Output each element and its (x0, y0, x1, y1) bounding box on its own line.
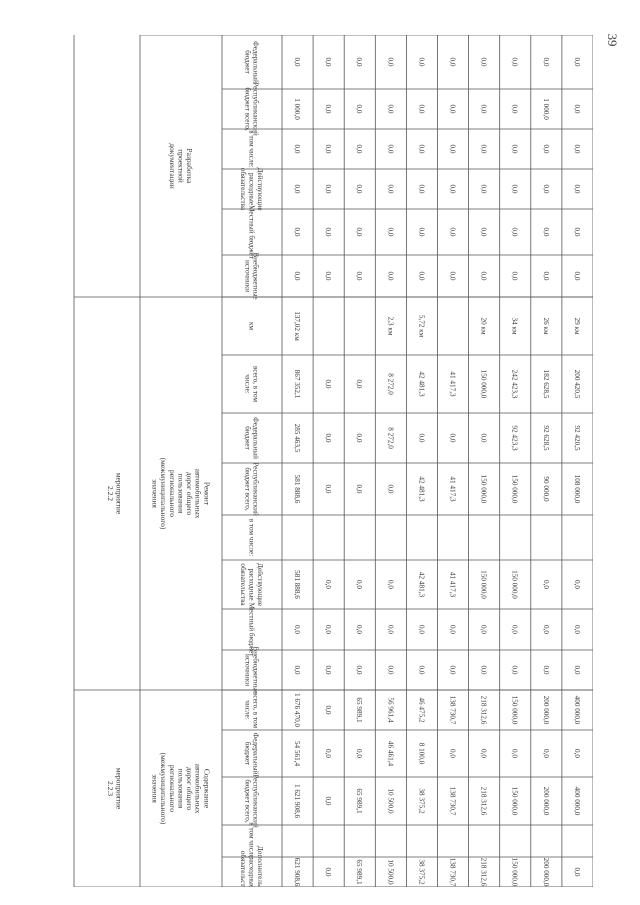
value-cell: 0,0 (293, 227, 302, 237)
value-cell: 0,0 (448, 227, 457, 237)
value-cell: 150 000,0 (510, 695, 519, 725)
value-cell: 0,0 (541, 57, 550, 67)
value-cell: 8 272,0 (386, 373, 395, 395)
value-cell: 1 000,0 (541, 98, 550, 120)
value-cell: 0,0 (355, 379, 364, 389)
value-cell: 0,0 (510, 144, 519, 154)
value-cell: 0,0 (448, 57, 457, 67)
value-cell: 150 000,0 (510, 857, 519, 887)
activity-name: Ремонтавтомобильныхдорог общегопользованиярегионального(межмуниципального)значения (150, 457, 212, 530)
value-cell: 0,0 (355, 227, 364, 237)
value-cell: 8 100,0 (417, 742, 426, 765)
value-cell: 137,02 км (293, 311, 302, 341)
value-cell: 0,0 (324, 144, 333, 154)
value-cell: 0,0 (324, 227, 333, 237)
source-label: Действующиерасходныеобязательства (239, 167, 264, 211)
value-cell: 34 км (510, 317, 519, 335)
value-cell: 150 000,0 (479, 474, 488, 504)
value-cell: 0,0 (510, 104, 519, 114)
value-cell: 218 312,6 (479, 695, 488, 725)
budget-table-grid (67, 35, 593, 887)
source-label: в том числе: (247, 518, 256, 557)
value-cell: 0,0 (417, 104, 426, 114)
value-cell: 41 417,3 (448, 571, 457, 598)
value-cell: 0,0 (324, 271, 333, 281)
value-cell: 0,0 (324, 867, 333, 877)
value-cell: 0,0 (448, 144, 457, 154)
value-cell: 0,0 (417, 57, 426, 67)
value-cell: 0,0 (541, 271, 550, 281)
value-cell: 0,0 (541, 227, 550, 237)
value-cell: 0,0 (541, 749, 550, 758)
value-cell: 38 375,2 (417, 859, 426, 885)
value-cell: 41 417,3 (448, 371, 457, 397)
value-cell: 0,0 (386, 184, 395, 194)
value-cell: 0,0 (355, 580, 364, 589)
value-cell: 90 000,0 (541, 476, 550, 502)
value-cell: 0,0 (448, 749, 457, 758)
value-cell: 0,0 (479, 749, 488, 758)
value-cell: 0,0 (293, 184, 302, 194)
rotated-table-sheet (67, 35, 593, 887)
value-cell: 42 481,3 (417, 571, 426, 598)
value-cell: 0,0 (355, 484, 364, 494)
value-cell: 0,0 (293, 57, 302, 67)
value-cell: 200 000,0 (541, 857, 550, 887)
value-cell: 46 461,4 (386, 740, 395, 767)
source-label: Федеральныйбюджет (243, 417, 260, 459)
value-cell: 42 481,3 (417, 371, 426, 397)
value-cell: 0,0 (541, 625, 550, 634)
value-cell: 0,0 (324, 57, 333, 67)
source-label: Внебюджетныеисточники (243, 646, 260, 694)
value-cell: 54 561,4 (293, 740, 302, 767)
value-cell: 150 000,0 (510, 474, 519, 504)
value-cell: 0,0 (510, 57, 519, 67)
value-cell: 0,0 (448, 625, 457, 634)
page-number: 39 (605, 33, 620, 47)
value-cell: 0,0 (572, 144, 581, 154)
value-cell: 285 463,5 (293, 423, 302, 453)
value-cell: 0,0 (510, 625, 519, 634)
value-cell: 65 989,1 (355, 788, 364, 814)
value-cell: 29 км (572, 317, 581, 335)
source-label: Дополнительныерасходныеобязательства (239, 845, 264, 887)
value-cell: 0,0 (324, 796, 333, 806)
value-cell: 0,0 (386, 144, 395, 154)
value-cell: 0,0 (541, 580, 550, 589)
value-cell: 0,0 (448, 665, 457, 675)
value-cell: 65 989,1 (355, 859, 364, 885)
value-cell: 0,0 (510, 227, 519, 237)
value-cell: 0,0 (355, 104, 364, 114)
value-cell: 0,0 (479, 625, 488, 634)
value-cell: 0,0 (293, 271, 302, 281)
activity-name: Разработкапроектнойдокументации (167, 143, 194, 189)
source-label: в том числе: (247, 130, 256, 168)
value-cell: 65 989,1 (355, 697, 364, 723)
value-cell: 0,0 (572, 580, 581, 589)
value-cell: 0,0 (324, 433, 333, 443)
value-cell: 1 621 908,6 (293, 783, 302, 819)
value-cell: 218 312,6 (479, 857, 488, 887)
source-label: км (247, 321, 256, 331)
value-cell: 0,0 (510, 271, 519, 281)
value-cell: 41 417,3 (448, 476, 457, 502)
value-cell: 0,0 (479, 433, 488, 443)
value-cell: 0,0 (448, 433, 457, 443)
value-cell: 8 272,0 (386, 427, 395, 449)
source-label: Республиканскийбюджет всего, (243, 462, 260, 516)
value-cell: 0,0 (355, 749, 364, 758)
source-label: всего, в томчисле: (243, 365, 260, 403)
value-cell: 0,0 (417, 144, 426, 154)
source-label: Местный бюджет (247, 205, 256, 259)
value-cell: 0,0 (386, 580, 395, 589)
value-cell: 0,0 (417, 184, 426, 194)
value-cell: 38 375,2 (417, 788, 426, 814)
value-cell: 400 000,0 (572, 695, 581, 725)
value-cell: 0,0 (572, 57, 581, 67)
value-cell: 0,0 (324, 379, 333, 389)
value-cell: 92 423,3 (510, 425, 519, 451)
value-cell: 0,0 (293, 665, 302, 675)
source-label: Местный бюджет (247, 602, 256, 657)
value-cell: 0,0 (448, 184, 457, 194)
activity-name: Содержаниеавтомобильныхдорог общегопользованиярегионального(межмуниципального)значения (150, 752, 212, 825)
value-cell: 0,0 (479, 57, 488, 67)
value-cell: 46 475,2 (417, 697, 426, 723)
value-cell: 0,0 (324, 104, 333, 114)
value-cell: 0,0 (324, 484, 333, 494)
value-cell: 0,0 (355, 433, 364, 443)
value-cell: 200 000,0 (541, 695, 550, 725)
value-cell: 0,0 (448, 271, 457, 281)
source-label: Республиканскийбюджет всего, (243, 82, 260, 136)
value-cell: 0,0 (572, 104, 581, 114)
value-cell: 0,0 (417, 625, 426, 634)
value-cell: 200 420,5 (572, 369, 581, 399)
source-label: Действующиерасходныеобязательства (239, 562, 264, 607)
value-cell: 0,0 (510, 749, 519, 758)
row-label: мероприятие2.2.2 (106, 472, 124, 515)
value-cell: 0,0 (541, 144, 550, 154)
value-cell: 138 730,7 (448, 857, 457, 887)
source-label: всего, в томчисле: (243, 691, 260, 729)
value-cell: 0,0 (386, 271, 395, 281)
value-cell: 581 888,6 (293, 570, 302, 599)
value-cell: 400 000,0 (572, 786, 581, 816)
value-cell: 26 км (541, 317, 550, 335)
value-cell: 0,0 (355, 625, 364, 634)
value-cell: 0,0 (479, 144, 488, 154)
value-cell: 138 730,7 (448, 786, 457, 816)
value-cell: 0,0 (479, 104, 488, 114)
value-cell: 0,0 (479, 271, 488, 281)
value-cell: 0,0 (572, 749, 581, 758)
value-cell: 0,0 (293, 144, 302, 154)
value-cell: 0,0 (386, 227, 395, 237)
value-cell: 0,0 (541, 184, 550, 194)
value-cell: 10 500,0 (386, 788, 395, 814)
value-cell: 0,0 (448, 104, 457, 114)
value-cell: 2,3 км (386, 316, 395, 336)
source-label: в том числе: (247, 822, 256, 860)
value-cell: 0,0 (324, 580, 333, 589)
value-cell: 0,0 (355, 144, 364, 154)
value-cell: 0,0 (417, 227, 426, 237)
value-cell: 150 000,0 (510, 570, 519, 599)
value-cell: 20 км (479, 317, 488, 335)
value-cell: 10 500,0 (386, 859, 395, 885)
row-label: мероприятие2.2.3 (106, 767, 124, 810)
value-cell: 0,0 (417, 433, 426, 443)
value-cell: 242 423,3 (510, 369, 519, 399)
value-cell: 42 481,3 (417, 476, 426, 502)
value-cell: 56 961,4 (386, 697, 395, 723)
value-cell: 0,0 (541, 665, 550, 675)
source-label: Федеральныйбюджет (243, 732, 260, 775)
value-cell: 92 628,5 (541, 425, 550, 451)
value-cell: 0,0 (386, 57, 395, 67)
value-cell: 0,0 (386, 104, 395, 114)
value-cell: 0,0 (324, 184, 333, 194)
value-cell: 138 730,7 (448, 695, 457, 725)
value-cell: 150 000,0 (510, 786, 519, 816)
value-cell: 0,0 (386, 665, 395, 675)
value-cell: 867 352,1 (293, 369, 302, 399)
value-cell: 0,0 (572, 867, 581, 877)
value-cell: 200 000,0 (541, 786, 550, 816)
value-cell: 0,0 (510, 184, 519, 194)
source-label: Республиканскийбюджет всего, (243, 774, 260, 828)
value-cell: 92 420,5 (572, 425, 581, 451)
value-cell: 0,0 (417, 271, 426, 281)
value-cell: 0,0 (355, 665, 364, 675)
value-cell: 0,0 (386, 484, 395, 494)
value-cell: 581 888,6 (293, 474, 302, 504)
value-cell: 0,0 (572, 665, 581, 675)
value-cell: 0,0 (324, 705, 333, 715)
source-label: Федеральныйбюджет (243, 41, 260, 83)
value-cell: 0,0 (355, 184, 364, 194)
value-cell: 150 000,0 (479, 369, 488, 399)
value-cell: 621 908,6 (293, 857, 302, 887)
value-cell: 0,0 (479, 227, 488, 237)
value-cell: 0,0 (572, 227, 581, 237)
value-cell: 0,0 (386, 625, 395, 634)
value-cell: 1 676 470,0 (293, 692, 302, 728)
value-cell: 108 000,0 (572, 474, 581, 504)
value-cell: 1 000,0 (293, 98, 302, 120)
value-cell: 182 628,5 (541, 369, 550, 399)
value-cell: 0,0 (479, 665, 488, 675)
value-cell: 0,0 (324, 625, 333, 634)
value-cell: 0,0 (572, 271, 581, 281)
value-cell: 5,72 км (417, 314, 426, 338)
value-cell: 0,0 (355, 57, 364, 67)
value-cell: 0,0 (572, 625, 581, 634)
value-cell: 0,0 (572, 184, 581, 194)
value-cell: 0,0 (293, 625, 302, 634)
source-label: Внебюджетныеисточники (243, 252, 260, 300)
value-cell: 0,0 (479, 184, 488, 194)
value-cell: 0,0 (355, 271, 364, 281)
value-cell: 150 000,0 (479, 570, 488, 599)
value-cell: 0,0 (510, 665, 519, 675)
value-cell: 0,0 (324, 749, 333, 758)
value-cell: 0,0 (324, 665, 333, 675)
value-cell: 218 312,6 (479, 786, 488, 816)
value-cell: 0,0 (417, 665, 426, 675)
